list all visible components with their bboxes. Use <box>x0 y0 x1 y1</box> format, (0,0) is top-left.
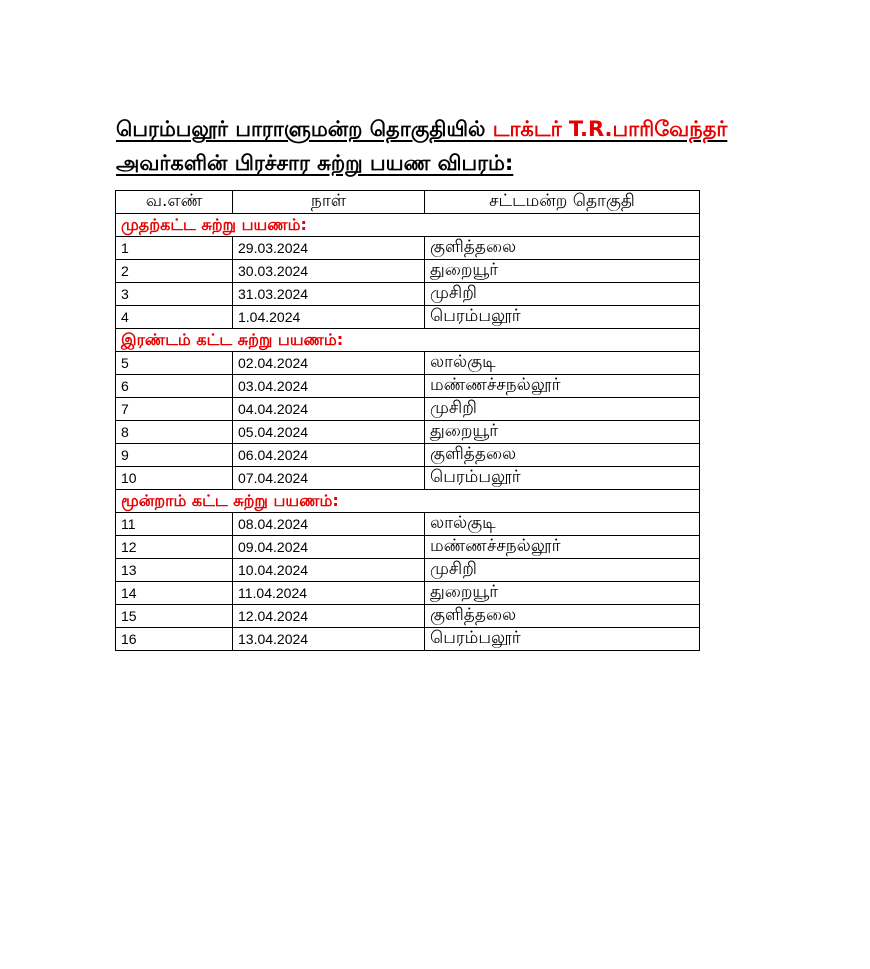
serial-number-cell: 5 <box>116 352 233 375</box>
table-row <box>116 582 700 605</box>
date-cell: 29.03.2024 <box>233 237 425 260</box>
serial-number-cell: 11 <box>116 513 233 536</box>
constituency-cell: துறையூர் <box>425 260 700 283</box>
constituency-cell: முசிறி <box>425 559 700 582</box>
phase-title: மூன்றாம் கட்ட சுற்று பயணம்: <box>116 490 700 513</box>
campaign-schedule-table <box>115 190 700 651</box>
table-row <box>116 398 700 421</box>
serial-number-cell: 2 <box>116 260 233 283</box>
constituency-cell: குளித்தலை <box>425 444 700 467</box>
date-cell: 02.04.2024 <box>233 352 425 375</box>
date-cell: 1.04.2024 <box>233 306 425 329</box>
phase-header-row <box>116 329 700 352</box>
date-cell: 05.04.2024 <box>233 421 425 444</box>
date-cell: 10.04.2024 <box>233 559 425 582</box>
serial-number-cell: 7 <box>116 398 233 421</box>
table-row <box>116 444 700 467</box>
heading-line-1 <box>116 112 816 146</box>
date-cell: 31.03.2024 <box>233 283 425 306</box>
constituency-cell: மண்ணச்சநல்லூர் <box>425 375 700 398</box>
constituency-cell: பெரம்பலூர் <box>425 628 700 651</box>
header-date: நாள் <box>233 191 425 214</box>
date-cell: 30.03.2024 <box>233 260 425 283</box>
document-heading <box>116 112 816 180</box>
constituency-cell: லால்குடி <box>425 352 700 375</box>
header-assembly-constituency: சட்டமன்ற தொகுதி <box>425 191 700 214</box>
table-row <box>116 513 700 536</box>
serial-number-cell: 6 <box>116 375 233 398</box>
serial-number-cell: 10 <box>116 467 233 490</box>
serial-number-cell: 8 <box>116 421 233 444</box>
table-row <box>116 536 700 559</box>
table-row <box>116 421 700 444</box>
constituency-cell: மண்ணச்சநல்லூர் <box>425 536 700 559</box>
serial-number-cell: 14 <box>116 582 233 605</box>
date-cell: 04.04.2024 <box>233 398 425 421</box>
heading-constituency-text: பெரம்பலூர் பாராளுமன்ற தொகுதியில் <box>116 117 493 141</box>
serial-number-cell: 15 <box>116 605 233 628</box>
constituency-cell: குளித்தலை <box>425 237 700 260</box>
date-cell: 13.04.2024 <box>233 628 425 651</box>
constituency-cell: பெரம்பலூர் <box>425 306 700 329</box>
heading-candidate-name: டாக்டர் T.R.பாரிவேந்தர் <box>492 117 728 141</box>
table-row <box>116 283 700 306</box>
date-cell: 07.04.2024 <box>233 467 425 490</box>
serial-number-cell: 16 <box>116 628 233 651</box>
table-row <box>116 260 700 283</box>
serial-number-cell: 1 <box>116 237 233 260</box>
table-row <box>116 628 700 651</box>
serial-number-cell: 9 <box>116 444 233 467</box>
date-cell: 12.04.2024 <box>233 605 425 628</box>
table-row <box>116 605 700 628</box>
table-row <box>116 559 700 582</box>
date-cell: 09.04.2024 <box>233 536 425 559</box>
phase-header-row <box>116 490 700 513</box>
constituency-cell: குளித்தலை <box>425 605 700 628</box>
table-body <box>116 214 700 651</box>
table-header-row <box>116 191 700 214</box>
header-serial-number: வ.எண் <box>116 191 233 214</box>
phase-title: இரண்டம் கட்ட சுற்று பயணம்: <box>116 329 700 352</box>
table-row <box>116 237 700 260</box>
constituency-cell: பெரம்பலூர் <box>425 467 700 490</box>
serial-number-cell: 12 <box>116 536 233 559</box>
serial-number-cell: 3 <box>116 283 233 306</box>
constituency-cell: துறையூர் <box>425 582 700 605</box>
date-cell: 06.04.2024 <box>233 444 425 467</box>
serial-number-cell: 4 <box>116 306 233 329</box>
table-row <box>116 352 700 375</box>
phase-header-row <box>116 214 700 237</box>
heading-line-2: அவர்களின் பிரச்சார சுற்று பயண விபரம்: <box>116 151 514 175</box>
phase-title: முதற்கட்ட சுற்று பயணம்: <box>116 214 700 237</box>
serial-number-cell: 13 <box>116 559 233 582</box>
table-row <box>116 375 700 398</box>
date-cell: 03.04.2024 <box>233 375 425 398</box>
constituency-cell: முசிறி <box>425 398 700 421</box>
table-row <box>116 467 700 490</box>
constituency-cell: துறையூர் <box>425 421 700 444</box>
date-cell: 08.04.2024 <box>233 513 425 536</box>
table-row <box>116 306 700 329</box>
constituency-cell: முசிறி <box>425 283 700 306</box>
date-cell: 11.04.2024 <box>233 582 425 605</box>
constituency-cell: லால்குடி <box>425 513 700 536</box>
